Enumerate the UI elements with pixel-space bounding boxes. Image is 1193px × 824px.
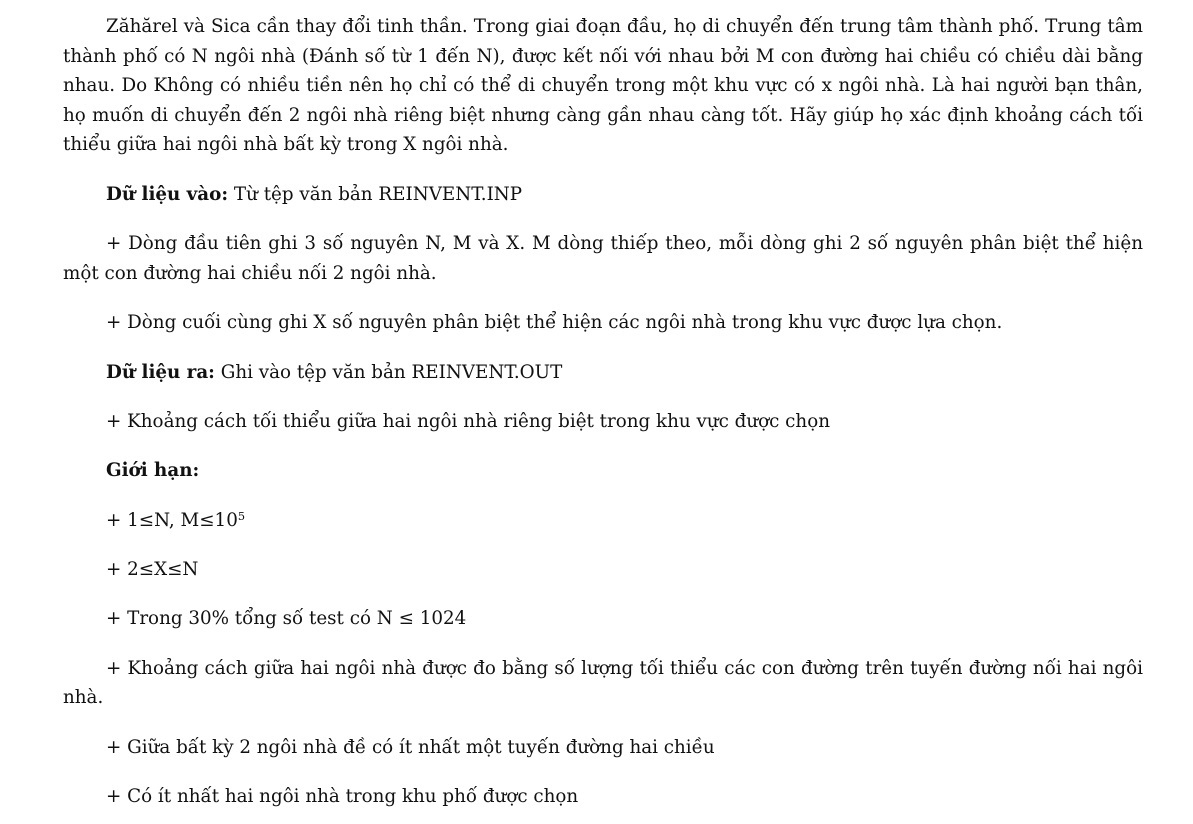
limit-6: + Có ít nhất hai ngôi nhà trong khu phố được chọn bbox=[106, 786, 579, 808]
output-file-text: Ghi vào tệp văn bản REINVENT.OUT bbox=[214, 361, 563, 383]
input-heading: Dữ liệu vào: bbox=[106, 183, 229, 205]
limit-1-base: + 1≤N, M≤10 bbox=[106, 509, 238, 531]
input-line-1: + Dòng đầu tiên ghi 3 số nguyên N, M và X. M dòng thiếp theo, mỗi dòng ghi 2 số nguyên phân biệt thể hiện một con đường hai chiều nối 2 ngôi nhà. bbox=[63, 233, 1143, 284]
input-file-text: Từ tệp văn bản REINVENT.INP bbox=[228, 183, 523, 205]
limits-heading: Giới hạn: bbox=[106, 460, 200, 482]
limits-heading-para bbox=[63, 456, 1143, 486]
output-heading: Dữ liệu ra: bbox=[106, 361, 215, 383]
limit-4: + Khoảng cách giữa hai ngôi nhà được đo bằng số lượng tối thiểu các con đường trên tuyến đường nối hai ngôi nhà. bbox=[63, 657, 1143, 709]
limit-3: + Trong 30% tổng số test có N ≤ 1024 bbox=[106, 608, 467, 630]
input-spec bbox=[63, 180, 1143, 210]
input-line-2: + Dòng cuối cùng ghi X số nguyên phân biệt thể hiện các ngôi nhà trong khu vực được lựa chọn. bbox=[106, 312, 1003, 334]
limit-2: + 2≤X≤N bbox=[106, 559, 199, 581]
limit-5: + Giữa bất kỳ 2 ngôi nhà đề có ít nhất một tuyến đường hai chiều bbox=[106, 736, 715, 758]
limit-1 bbox=[63, 506, 1143, 536]
limit-1-exponent: 5 bbox=[237, 508, 246, 523]
problem-intro: Zăhărel và Sica cần thay đổi tinh thần. Trong giai đoạn đầu, họ di chuyển đến trung tâm thành phố. Trung tâm thành phố có N ngôi nhà (Đánh số từ 1 đến N), được kết nối với nhau bởi M con đường hai chiều có chiều dài bằng nhau. Do Không có nhiều tiền nên họ chỉ có thể di chuyển trong một khu vực có x ngôi nhà. Là hai người bạn thân, họ muốn di chuyển đến 2 ngôi nhà riêng biệt nhưng càng gần nhau càng tốt. Hãy giúp họ xác định khoảng cách tối thiểu giữa hai ngôi nhà bất kỳ trong X ngôi nhà. bbox=[63, 16, 1143, 156]
output-line-1: + Khoảng cách tối thiểu giữa hai ngôi nhà riêng biệt trong khu vực được chọn bbox=[106, 410, 830, 432]
output-spec bbox=[63, 358, 1143, 388]
document-page bbox=[63, 12, 1143, 812]
